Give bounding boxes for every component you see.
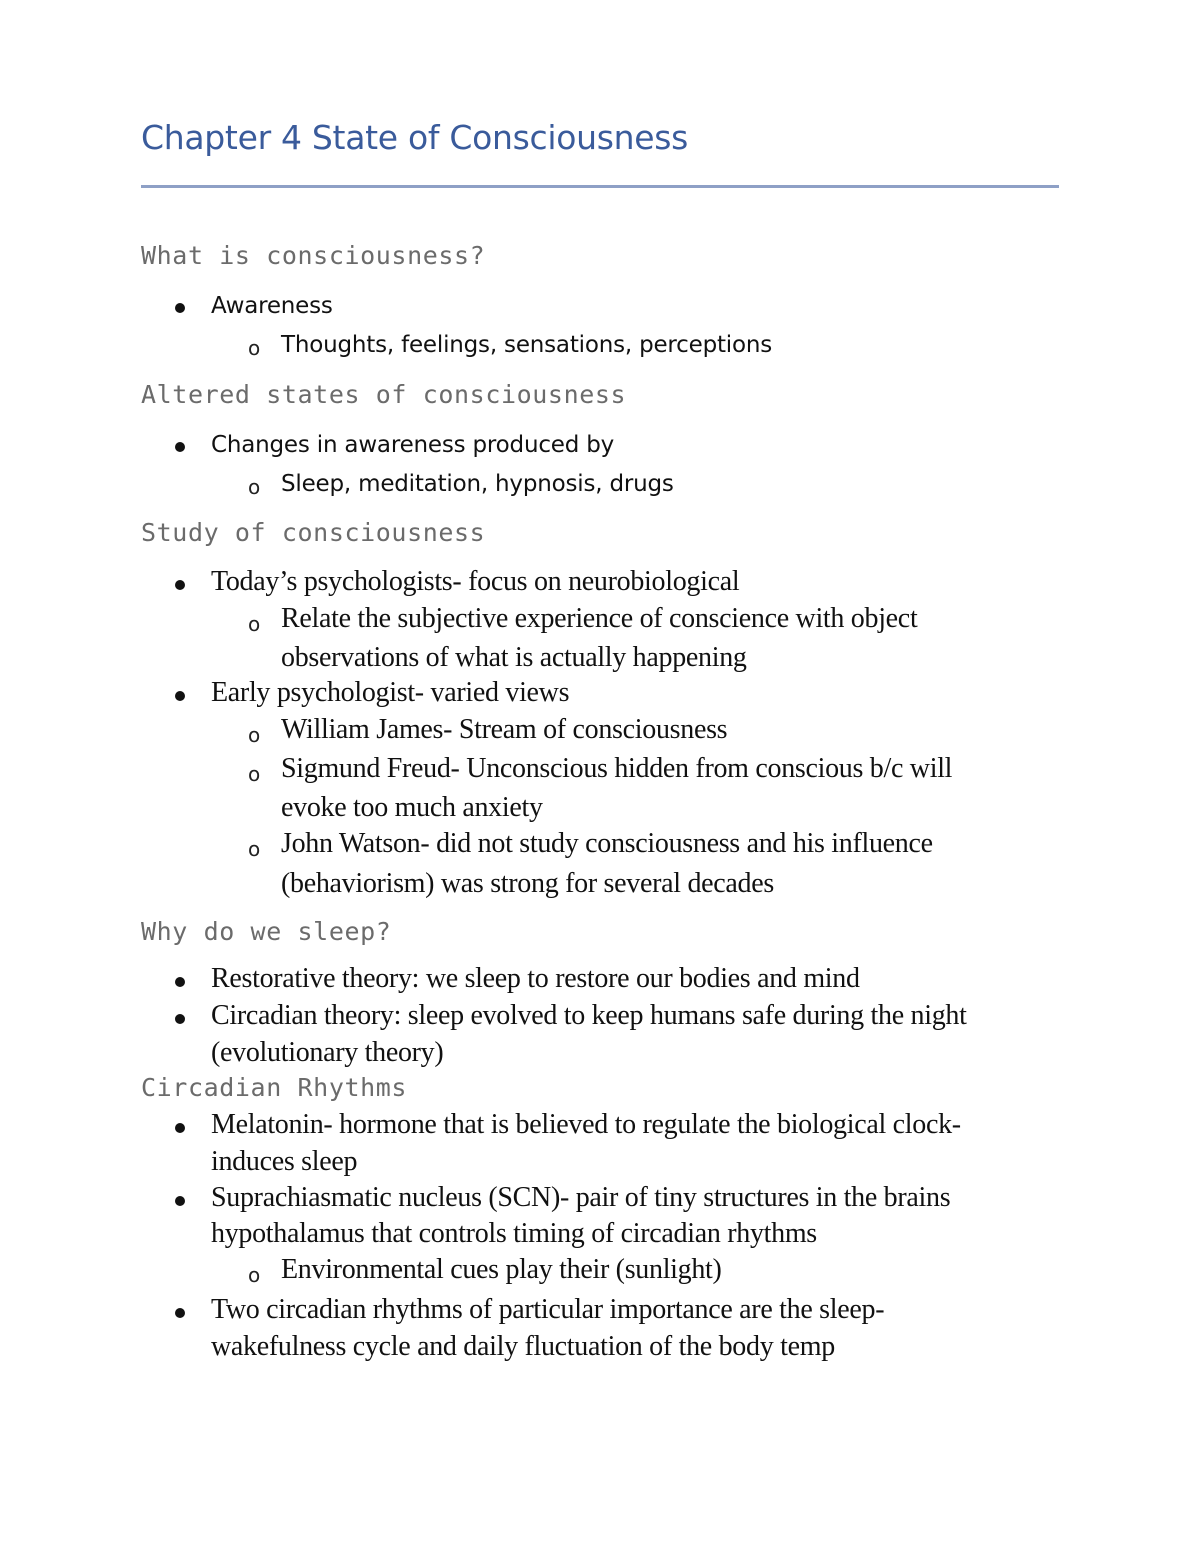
list-item: Early psychologist- varied views <box>211 677 570 708</box>
circle-bullet-icon: o <box>248 612 261 636</box>
circle-bullet-icon: o <box>248 1263 261 1287</box>
list-item: Melatonin- hormone that is believed to regulate the biological clock- <box>211 1109 961 1140</box>
circle-bullet-icon: o <box>248 723 261 747</box>
title-underline <box>141 185 1059 188</box>
circle-bullet-icon: o <box>248 762 261 786</box>
section-heading: Altered states of consciousness <box>141 380 627 409</box>
circle-bullet-icon: o <box>248 475 261 499</box>
section-heading: Circadian Rhythms <box>141 1073 408 1102</box>
sub-list-item: William James- Stream of consciousness <box>281 714 728 745</box>
list-item-continuation: wakefulness cycle and daily fluctuation of the body temp <box>211 1331 835 1362</box>
sub-list-item: Sleep, meditation, hypnosis, drugs <box>281 471 674 497</box>
bullet-icon <box>175 691 185 701</box>
list-item-continuation: hypothalamus that controls timing of circadian rhythms <box>211 1218 817 1249</box>
sub-list-item: Relate the subjective experience of conscience with object <box>281 603 918 634</box>
list-item-continuation: induces sleep <box>211 1146 358 1177</box>
sub-list-item: Environmental cues play their (sunlight) <box>281 1254 722 1285</box>
bullet-icon <box>175 1014 185 1024</box>
sub-list-item: John Watson- did not study consciousness and his influence <box>281 828 933 859</box>
sub-list-item-continuation: observations of what is actually happening <box>281 642 747 673</box>
sub-list-item: Sigmund Freud- Unconscious hidden from conscious b/c will <box>281 753 953 784</box>
section-heading: What is consciousness? <box>141 241 486 270</box>
list-item: Suprachiasmatic nucleus (SCN)- pair of tiny structures in the brains <box>211 1182 951 1213</box>
bullet-icon <box>175 1308 185 1318</box>
list-item: Restorative theory: we sleep to restore our bodies and mind <box>211 963 860 994</box>
list-item: Circadian theory: sleep evolved to keep humans safe during the night <box>211 1000 967 1031</box>
circle-bullet-icon: o <box>248 837 261 861</box>
section-heading: Why do we sleep? <box>141 917 392 946</box>
bullet-icon <box>175 977 185 987</box>
list-item-continuation: (evolutionary theory) <box>211 1037 444 1068</box>
circle-bullet-icon: o <box>248 336 261 360</box>
bullet-icon <box>175 442 185 452</box>
document-title: Chapter 4 State of Consciousness <box>141 118 689 157</box>
list-item: Today’s psychologists- focus on neurobiological <box>211 566 740 597</box>
list-item: Changes in awareness produced by <box>211 432 615 458</box>
sub-list-item: Thoughts, feelings, sensations, perceptions <box>281 332 773 358</box>
list-item: Two circadian rhythms of particular importance are the sleep- <box>211 1294 885 1325</box>
bullet-icon <box>175 303 185 313</box>
bullet-icon <box>175 1196 185 1206</box>
list-item: Awareness <box>211 293 333 319</box>
bullet-icon <box>175 580 185 590</box>
bullet-icon <box>175 1123 185 1133</box>
sub-list-item-continuation: (behaviorism) was strong for several decades <box>281 868 774 899</box>
section-heading: Study of consciousness <box>141 518 486 547</box>
sub-list-item-continuation: evoke too much anxiety <box>281 792 543 823</box>
